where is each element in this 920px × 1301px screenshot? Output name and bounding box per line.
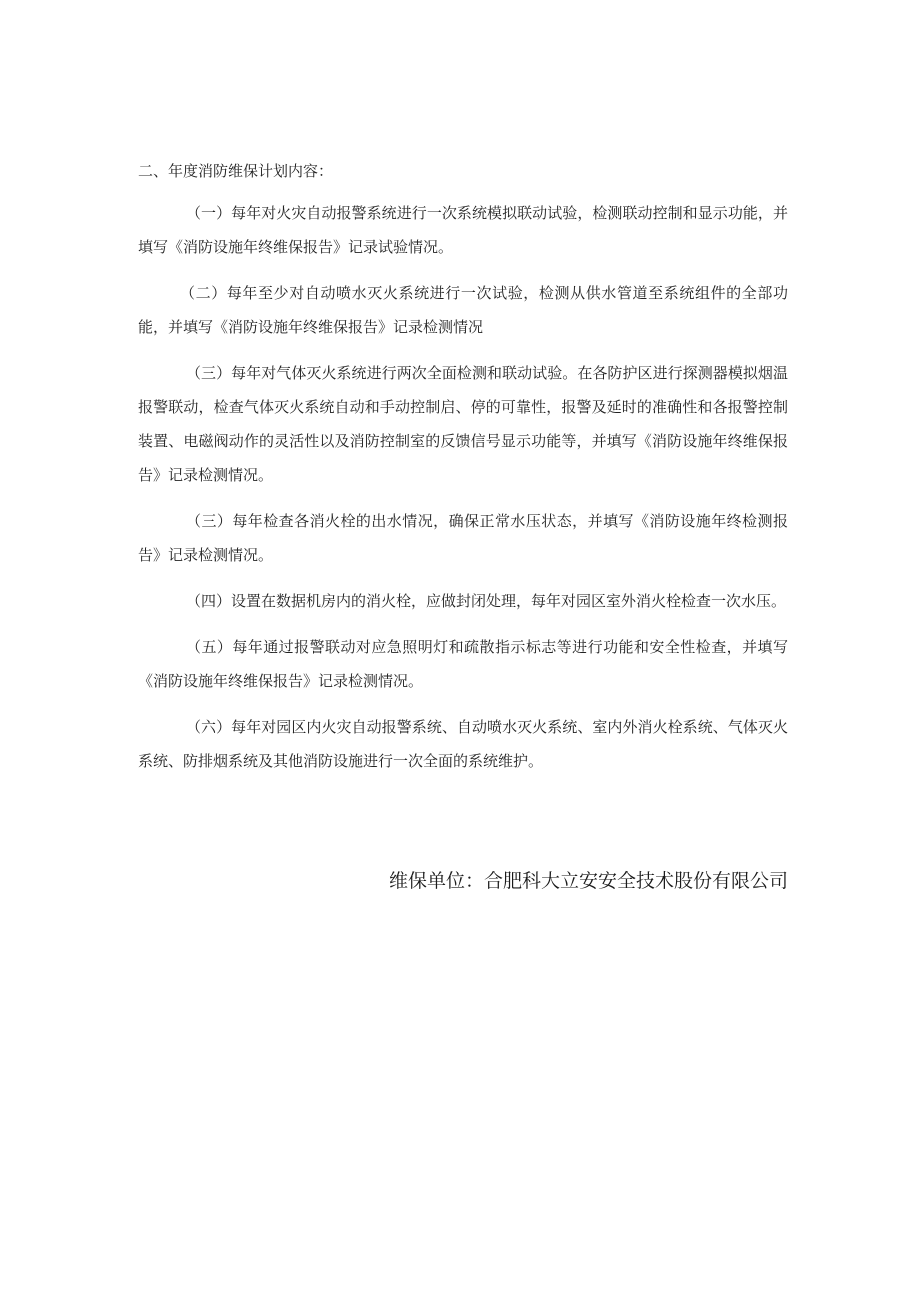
maintenance-unit-signature: 维保单位：合肥科大立安安全技术股份有限公司 <box>388 870 788 892</box>
section-heading: 二、年度消防维保计划内容： <box>138 162 334 180</box>
plan-item-list <box>138 196 788 790</box>
plan-item-5: （四）设置在数据机房内的消火栓，应做封闭处理，每年对园区室外消火栓检查一次水压。 <box>186 592 787 610</box>
plan-item-1: （一）每年对火灾自动报警系统进行一次系统模拟联动试验，检测联动控制和显示功能，并填写《消防设施年终维保报告》记录试验情况。 <box>138 204 788 256</box>
plan-item-4: （三）每年检查各消火栓的出水情况，确保正常水压状态，并填写《消防设施年终检测报告》记录检测情况。 <box>138 512 788 564</box>
plan-item-3: （三）每年对气体灭火系统进行两次全面检测和联动试验。在各防护区进行探测器模拟烟温报警联动，检查气体灭火系统自动和手动控制启、停的可靠性，报警及延时的准确性和各报警控制装置、电磁阀动作的灵活性以及消防控制室的反馈信号显示功能等，并填写《消防设施年终维保报告》记录检测情况。 <box>138 364 788 484</box>
plan-item-6: （五）每年通过报警联动对应急照明灯和疏散指示标志等进行功能和安全性检查，并填写《消防设施年终维保报告》记录检测情况。 <box>138 638 788 690</box>
plan-item-2: （二）每年至少对自动喷水灭火系统进行一次试验，检测从供水管道至系统组件的全部功能，并填写《消防设施年终维保报告》记录检测情况 <box>138 284 788 336</box>
plan-item-7: （六）每年对园区内火灾自动报警系统、自动喷水灭火系统、室内外消火栓系统、气体灭火系统、防排烟系统及其他消防设施进行一次全面的系统维护。 <box>138 718 788 770</box>
